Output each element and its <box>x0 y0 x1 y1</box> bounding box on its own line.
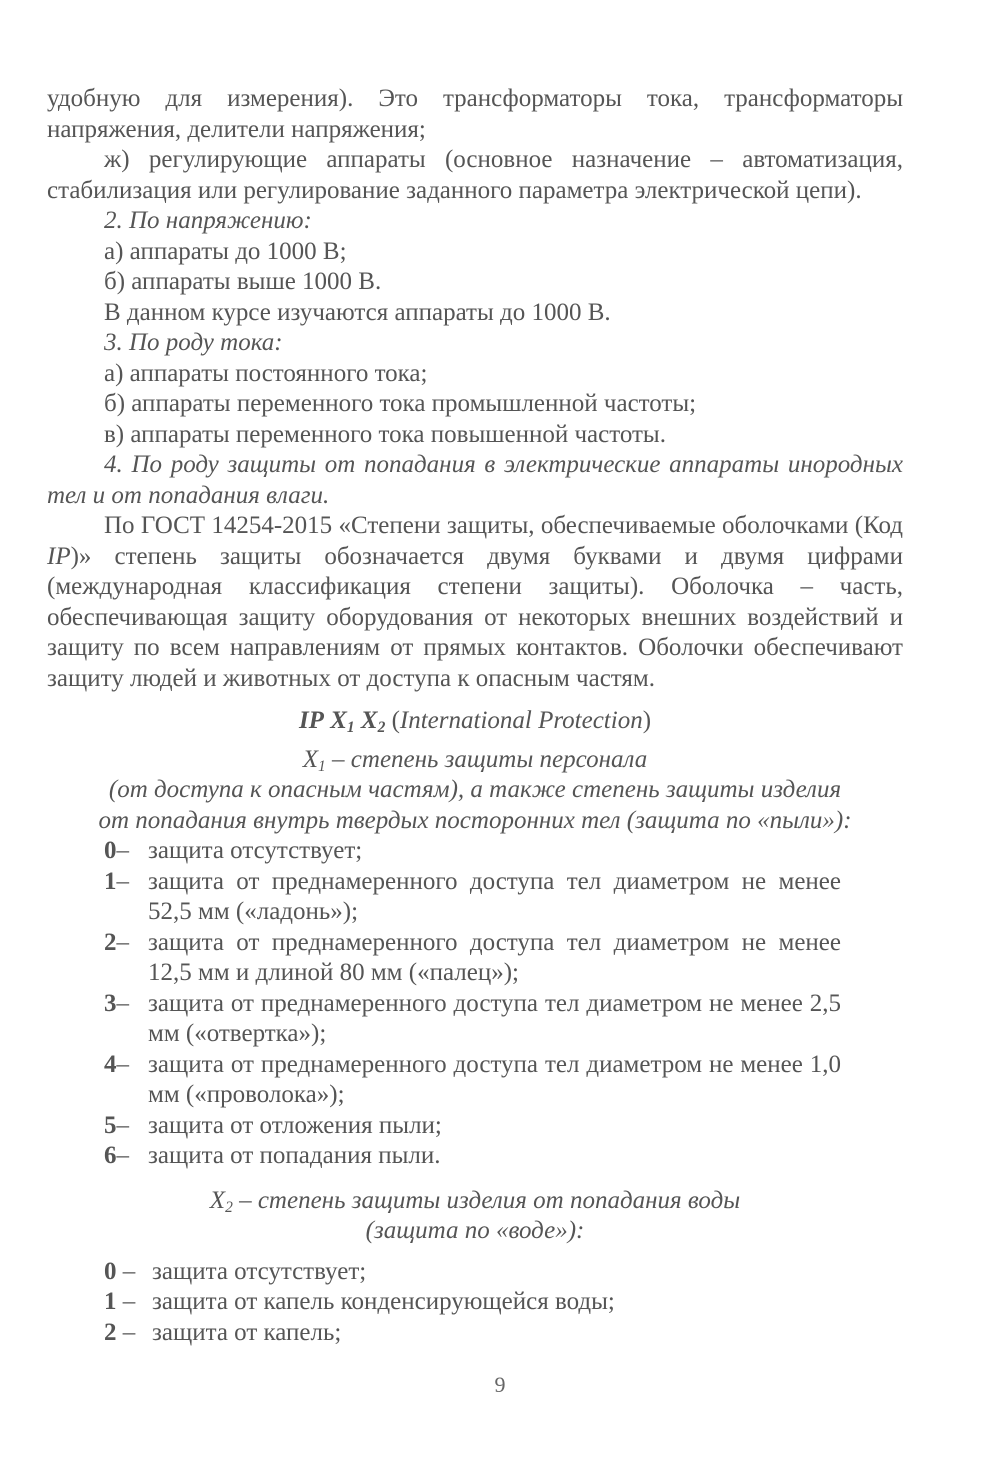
x1-heading-line3: от попадания внутрь твердых посторонних тел (защита по «пыли»): <box>98 806 852 834</box>
list-item-current-b: б) аппараты переменного тока промышленной частоты; <box>104 390 697 417</box>
page-body <box>47 84 903 1348</box>
ip-paren-close: ) <box>642 707 652 734</box>
x1-heading-line1: $X_1$ – степень защиты персонала <box>302 745 648 775</box>
x2-heading-line1: $X_2$ – степень защиты изделия от попадания воды <box>209 1186 741 1216</box>
ip-code-heading <box>47 706 903 737</box>
paragraph-gost <box>47 511 903 694</box>
gost-text-end: )» степень защиты обозначается двумя буквами и двумя цифрами (международная классификация степени защиты). Оболочка – часть, обеспечивающая защиту оборудования от некоторых внешних воздействий и защиту по всем направлениям от прямых контактов. Оболочки обеспечивают защиту людей и животных от доступа к опасным частям. <box>47 542 903 692</box>
paragraph-measuring: удобную для измерения). Это трансформаторы тока, трансформаторы напряжения, делители напряжения; <box>47 85 903 143</box>
paragraph-regulating: ж) регулирующие аппараты (основное назначение – автоматизация, стабилизация или регулирование заданного параметра электрической цепи). <box>47 146 903 204</box>
section-heading-voltage: 2. По напряжению: <box>104 207 312 234</box>
x1-list-item: 2– защита от преднамеренного доступа тел диаметром не менее 12,5 мм и длиной 80 мм («палец»); <box>104 928 841 986</box>
ip-full-name: International Protection <box>399 707 643 734</box>
list-item-current-c: в) аппараты переменного тока повышенной частоты. <box>104 420 666 448</box>
x2-list-item: 1 – защита от капель конденсирующейся воды; <box>104 1288 615 1315</box>
x1-list-item: 3– защита от преднамеренного доступа тел диаметром не менее 2,5 мм («отвертка»); <box>104 989 841 1047</box>
x1-heading-line2: (от доступа к опасным частям), а также степень защиты изделия <box>108 776 842 803</box>
paragraph-course-note: В данном курсе изучаются аппараты до 1000 В. <box>104 298 611 326</box>
list-item-voltage-b: б) аппараты выше 1000 В. <box>104 268 382 295</box>
ip-letters: IP <box>298 707 324 734</box>
x2-list <box>47 1257 903 1349</box>
section-heading-protection: 4. По роду защиты от попадания в электрические аппараты инородных тел и от попадания влаги. <box>47 451 903 509</box>
page-number: 9 <box>494 1372 506 1397</box>
x2-list-item: 0 – защита отсутствует; <box>104 1257 367 1285</box>
list-item-voltage-a: а) аппараты до 1000 В; <box>104 237 347 265</box>
x1-list-item: 1– защита от преднамеренного доступа тел диаметром не менее 52,5 мм («ладонь»); <box>104 867 841 925</box>
x2-heading <box>47 1186 903 1247</box>
x1-list-item: 0– защита отсутствует; <box>104 837 363 864</box>
x2-heading-line2: (защита по «воде»): <box>365 1217 585 1244</box>
gost-ip-code: IP <box>47 542 71 570</box>
ip-x2: $X_2$ <box>360 707 386 736</box>
x1-list <box>47 836 903 1172</box>
ip-x1: $X_1$ <box>330 707 355 736</box>
x2-list-item: 2 – защита от капель; <box>104 1318 342 1346</box>
x1-list-item: 4– защита от преднамеренного доступа тел диаметром не менее 1,0 мм («проволока»); <box>104 1050 841 1108</box>
x1-list-item: 5– защита от отложения пыли; <box>104 1111 442 1139</box>
ip-paren-open: ( <box>391 707 400 734</box>
gost-text-start: По ГОСТ 14254-2015 «Степени защиты, обеспечиваемые оболочками (Код <box>104 512 903 539</box>
x1-list-item: 6– защита от попадания пыли. <box>104 1142 441 1169</box>
x1-heading <box>47 745 903 837</box>
list-item-current-a: а) аппараты постоянного тока; <box>104 359 428 387</box>
section-heading-current: 3. По роду тока: <box>104 329 283 356</box>
